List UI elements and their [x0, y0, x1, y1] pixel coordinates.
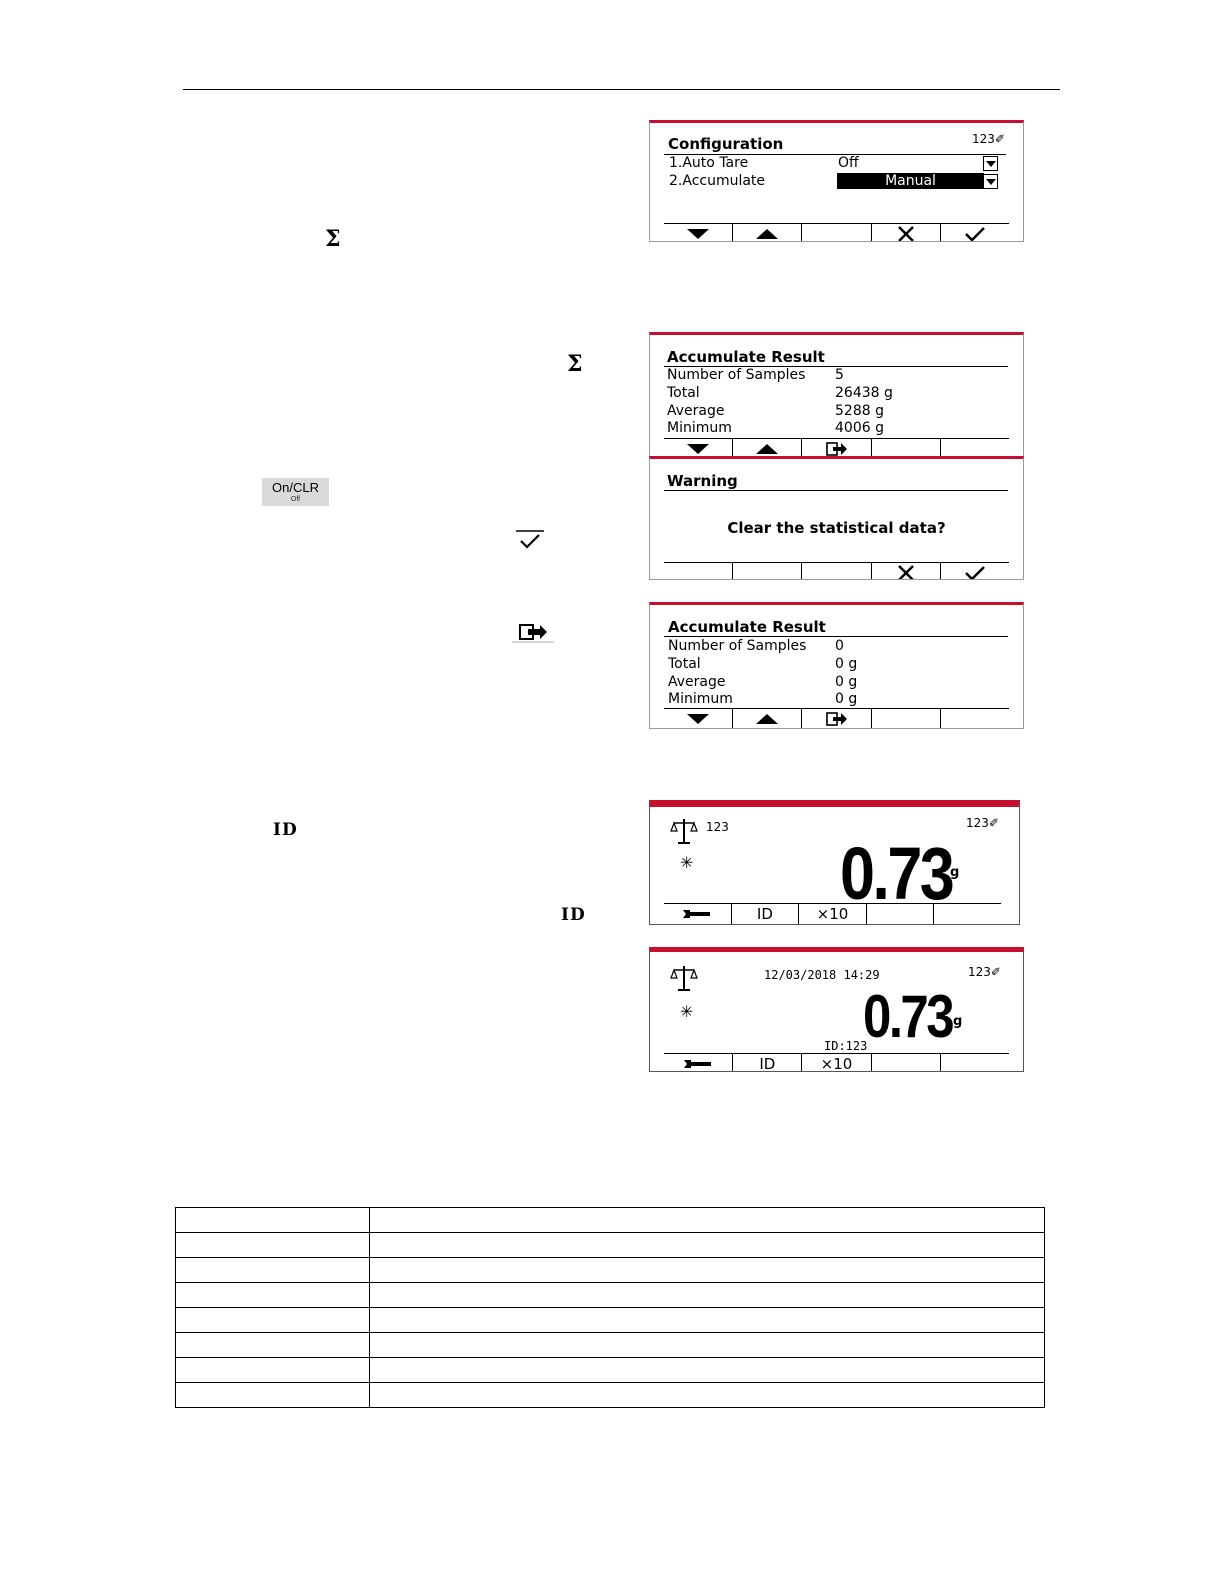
stat-value: 0 g	[835, 674, 858, 690]
on-clr-label: On/CLR	[272, 480, 319, 495]
setting-value[interactable]: Off	[838, 155, 859, 171]
weight-reading: 0.73	[863, 983, 953, 1050]
up-arrow-icon	[756, 444, 778, 454]
checkmark-icon	[515, 530, 545, 550]
stat-value: 5288 g	[835, 403, 884, 419]
down-arrow-icon	[687, 229, 709, 239]
table-cell	[370, 1383, 1045, 1408]
blank-softkey[interactable]	[732, 563, 801, 580]
id-softkey[interactable]: ID	[731, 904, 799, 924]
weight-unit: g	[950, 865, 960, 880]
table-row	[176, 1358, 1045, 1383]
date-time: 12/03/2018 14:29	[764, 968, 880, 982]
down-softkey[interactable]	[664, 709, 732, 729]
stat-label: Total	[667, 385, 700, 401]
weighing-screen	[649, 800, 1020, 925]
down-arrow-icon	[687, 714, 709, 724]
stat-value: 0	[835, 638, 844, 654]
softkey-bar	[664, 903, 1001, 924]
table-cell	[176, 1208, 370, 1233]
softkey-bar	[664, 708, 1009, 729]
screen-title: Accumulate Result	[667, 348, 825, 366]
on-clr-sub-label: Off	[290, 496, 301, 503]
up-softkey[interactable]	[732, 709, 801, 729]
table-cell	[176, 1308, 370, 1333]
accept-softkey[interactable]	[940, 224, 1009, 242]
accumulate-result-screen	[649, 332, 1024, 458]
blank-softkey[interactable]	[801, 563, 870, 580]
exit-icon	[825, 711, 849, 727]
accumulate-result-cleared-screen	[649, 602, 1024, 729]
exit-icon	[512, 622, 554, 644]
stat-label: Number of Samples	[668, 638, 807, 654]
warning-message: Clear the statistical data?	[727, 519, 946, 537]
stat-label: Total	[668, 656, 701, 672]
table-cell	[370, 1208, 1045, 1233]
softkey-bar	[664, 1053, 1009, 1072]
table-row	[176, 1208, 1045, 1233]
id-softkey[interactable]: ID	[732, 1054, 801, 1072]
table-cell	[370, 1333, 1045, 1358]
balance-icon	[670, 964, 698, 992]
mode-indicator: 123✐	[966, 816, 999, 830]
table-cell	[176, 1358, 370, 1383]
mode-indicator: 123✐	[972, 132, 1005, 146]
table-cell	[370, 1358, 1045, 1383]
screen-title: Configuration	[668, 135, 784, 153]
stat-value: 0 g	[835, 656, 858, 672]
blank-softkey[interactable]	[871, 709, 940, 729]
table-row	[176, 1383, 1045, 1408]
up-arrow-icon	[756, 229, 778, 239]
wrench-icon	[682, 908, 712, 920]
stat-value: 0 g	[835, 691, 858, 707]
id-value: 123	[706, 820, 729, 834]
stat-label: Minimum	[668, 691, 733, 707]
checkmark-icon	[964, 565, 986, 580]
blank-softkey[interactable]	[801, 224, 870, 242]
close-icon	[897, 226, 915, 242]
screen-title: Warning	[667, 472, 738, 490]
blank-softkey[interactable]	[871, 1054, 940, 1072]
stable-asterisk-icon: ✳	[680, 853, 694, 872]
weight-reading: 0.73	[840, 832, 953, 915]
blank-softkey[interactable]	[866, 904, 934, 924]
cancel-softkey[interactable]	[871, 563, 940, 580]
stat-value: 4006 g	[835, 420, 884, 436]
table-row	[176, 1258, 1045, 1283]
table-cell	[176, 1283, 370, 1308]
blank-softkey[interactable]	[940, 1054, 1009, 1072]
empty-table	[175, 1207, 1045, 1408]
configuration-screen	[649, 120, 1024, 242]
blank-softkey[interactable]	[940, 709, 1009, 729]
mode-indicator: 123✐	[968, 965, 1001, 979]
table-cell	[176, 1233, 370, 1258]
title-divider	[664, 636, 1008, 637]
dropdown-arrow-icon[interactable]	[983, 174, 998, 189]
x10-softkey[interactable]: ×10	[801, 1054, 870, 1072]
table-cell	[370, 1308, 1045, 1333]
checkmark-icon	[964, 226, 986, 242]
sigma-icon-2: Σ	[567, 351, 583, 377]
table-cell	[370, 1258, 1045, 1283]
table-cell	[176, 1258, 370, 1283]
table-cell	[176, 1383, 370, 1408]
stat-label: Minimum	[667, 420, 732, 436]
setup-softkey[interactable]	[664, 904, 731, 924]
setup-softkey[interactable]	[664, 1054, 732, 1072]
down-arrow-icon	[687, 444, 709, 454]
stable-asterisk-icon: ✳	[680, 1002, 694, 1021]
balance-icon	[670, 817, 698, 845]
on-clr-button[interactable]	[262, 478, 329, 506]
table-cell	[370, 1283, 1045, 1308]
warning-screen	[649, 456, 1024, 580]
softkey-bar	[664, 438, 1009, 458]
up-softkey[interactable]	[732, 224, 801, 242]
table-cell	[370, 1233, 1045, 1258]
id-icon-2: ID	[561, 905, 586, 925]
up-arrow-icon	[756, 714, 778, 724]
table-row	[176, 1333, 1045, 1358]
title-divider	[664, 490, 1008, 491]
exit-softkey[interactable]	[801, 709, 870, 729]
screen-title: Accumulate Result	[668, 618, 826, 636]
stat-value: 26438 g	[835, 385, 893, 401]
table-cell	[176, 1333, 370, 1358]
weighing-id-screen	[649, 947, 1024, 1072]
table-row	[176, 1233, 1045, 1258]
selected-setting-value[interactable]: Manual	[837, 173, 984, 189]
wrench-icon	[683, 1058, 713, 1070]
down-softkey[interactable]	[664, 224, 732, 242]
stat-value: 5	[835, 367, 844, 383]
id-icon: ID	[273, 820, 298, 840]
table-row	[176, 1308, 1045, 1333]
stat-label: Average	[668, 674, 726, 690]
blank-softkey[interactable]	[933, 904, 1001, 924]
table-row	[176, 1283, 1045, 1308]
header-rule	[183, 89, 1060, 90]
id-line: ID:123	[824, 1039, 868, 1053]
cancel-softkey[interactable]	[871, 224, 940, 242]
x10-softkey[interactable]: ×10	[798, 904, 866, 924]
sigma-icon: Σ	[325, 226, 341, 252]
accept-softkey[interactable]	[940, 563, 1009, 580]
close-icon	[897, 565, 915, 580]
dropdown-arrow-icon[interactable]	[983, 156, 998, 171]
stat-label: Average	[667, 403, 725, 419]
stat-label: Number of Samples	[667, 367, 806, 383]
softkey-bar	[664, 562, 1009, 580]
blank-softkey[interactable]	[664, 563, 732, 580]
setting-label: 1.Auto Tare	[669, 155, 749, 171]
setting-label: 2.Accumulate	[669, 173, 766, 189]
softkey-bar	[664, 223, 1009, 242]
exit-icon	[825, 441, 849, 457]
weight-unit: g	[953, 1014, 963, 1029]
